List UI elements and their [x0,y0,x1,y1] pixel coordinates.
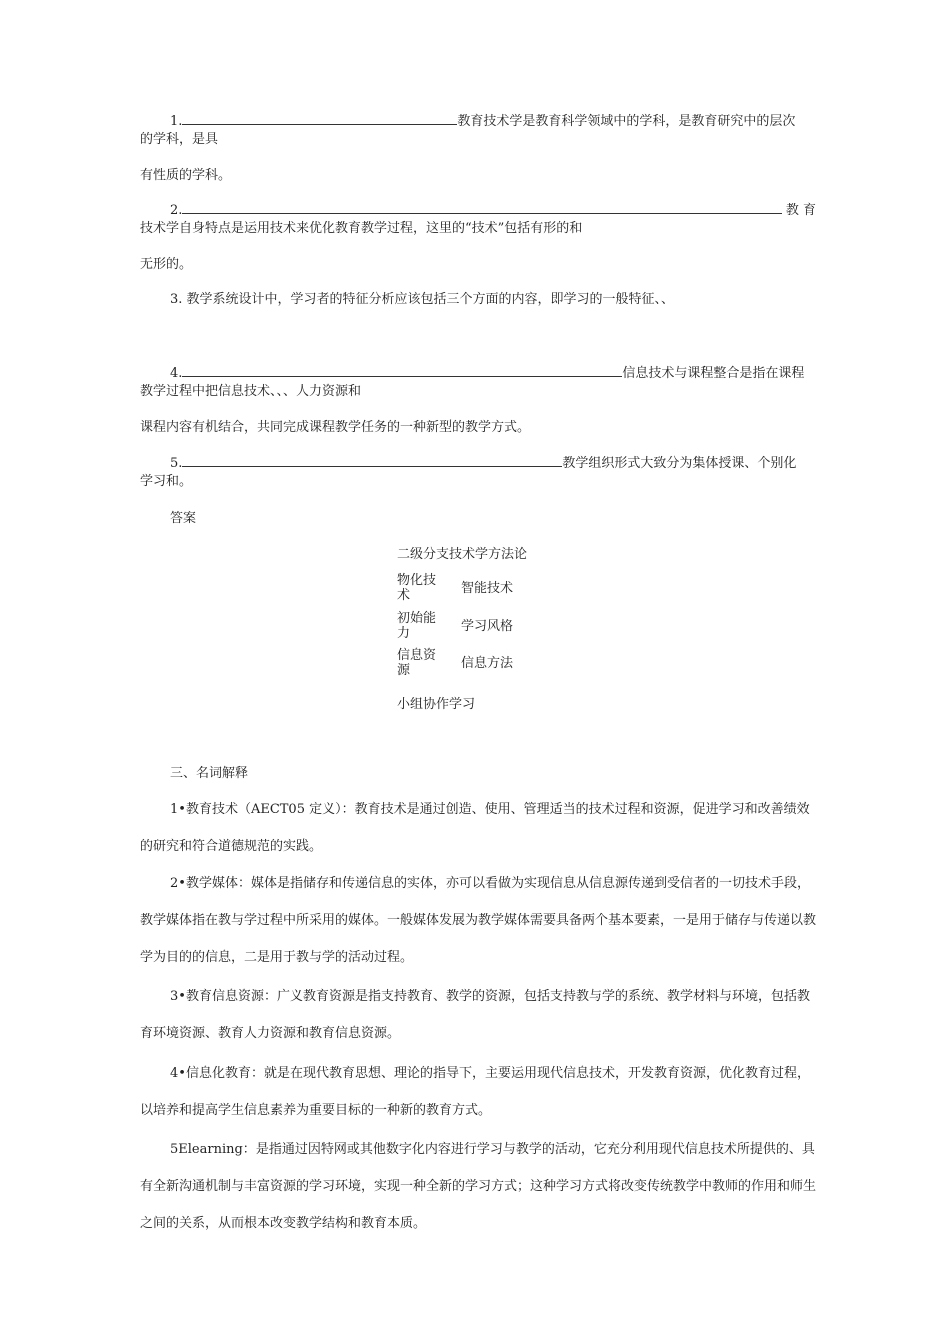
definition-text: 教育技术是通过创造、使用、管理适当的技术过程和资源，促进学习和改善绩效的研究和符合道德规范的实践。 [140,802,810,854]
definition-term: 2•教学媒体： [170,876,251,891]
answer-text: 小组协作学习 [397,697,476,712]
answer-row [397,611,513,641]
question-number: 4. [170,366,183,381]
definition-5 [140,1131,816,1242]
answer-blank[interactable] [182,112,457,125]
question-3 [140,291,816,309]
definition-2 [140,865,816,976]
question-text-cont: 教学过程中把信息技术、、、人力资源和 [140,384,362,399]
answer-row [397,543,527,562]
definition-term: 3•教育信息资源： [170,989,277,1004]
question-text: 教 育 [785,203,816,218]
question-text-cont: 的学科，是具 [140,132,219,147]
question-5 [140,454,816,491]
question-text-cont: 课程内容有机结合，共同完成课程教学任务的一种新型的教学方式。 [140,420,531,435]
answer-cell: 学习风格 [461,618,514,634]
answer-row [397,573,513,603]
definition-1 [140,791,816,865]
question-text-cont: 无形的。 [140,257,193,272]
definition-text: 就是在现代教育思想、理论的指导下，主要运用现代信息技术，开发教育资源，优化教育过程，以培养和提高学生信息素养为重要目标的一种新的教育方式。 [140,1066,810,1118]
definition-text: 是指通过因特网或其他数字化内容进行学习与教学的活动，它充分利用现代信息技术所提供的、具有全新沟通机制与丰富资源的学习环境，实现一种全新的学习方式；这种学习方式将改变传统教学中教师的作用和师生之间的关系，从而根本改变教学结构和教育本质。 [140,1142,817,1231]
answer-cell: 初始能力 [397,611,437,641]
question-text: 3. 教学系统设计中，学习者的特征分析应该包括三个方面的内容，即学习的一般特征、、 [170,292,675,307]
question-1 [140,112,816,185]
answer-cell: 智能技术 [461,580,514,596]
question-text-cont: 有性质的学科。 [140,168,232,183]
answer-text: 二级分支技术学方法论 [397,547,528,562]
answer-cell: 物化技术 [397,573,437,603]
definition-term: 1•教育技术（AECT05 定义）： [170,802,355,817]
definition-3 [140,978,816,1052]
definition-term: 5Elearning： [170,1142,256,1157]
question-text: 教育技术学是教育科学领域中的学科，是教育研究中的层次 [457,114,796,129]
answer-row [397,693,475,712]
question-2 [140,201,816,274]
answer-blank[interactable] [182,454,562,467]
section-heading: 三、名词解释 [170,766,249,781]
definition-4 [140,1055,816,1129]
question-text-cont: 学习和。 [140,474,193,489]
question-text: 教学组织形式大致分为集体授课、个别化 [562,456,797,471]
question-text-cont: 技术学自身特点是运用技术来优化教育教学过程，这里的“技术”包括有形的和 [140,221,583,236]
answer-cell: 信息资源 [397,648,437,678]
question-number: 5. [170,456,183,471]
question-number: 1. [170,114,183,129]
answer-cell: 信息方法 [461,655,514,671]
answers-heading: 答案 [170,511,197,526]
definition-text: 广义教育资源是指支持教育、教学的资源，包括支持教与学的系统、教学材料与环境，包括教育环境资源、教育人力资源和教育信息资源。 [140,989,810,1041]
answer-row [397,648,513,678]
definition-text: 媒体是指储存和传递信息的实体，亦可以看做为实现信息从信息源传递到受信者的一切技术手段，教学媒体指在教与学过程中所采用的媒体。一般媒体发展为教学媒体需要具备两个基本要素，一是用于储存与传递以教学为目的的信息，二是用于教与学的活动过程。 [140,876,817,965]
answer-blank[interactable] [182,364,622,377]
question-number: 2. [170,203,183,218]
definition-term: 4•信息化教育： [170,1066,264,1081]
question-text: 信息技术与课程整合是指在课程 [622,366,805,381]
answer-blank[interactable] [182,201,781,214]
question-4 [140,364,816,437]
